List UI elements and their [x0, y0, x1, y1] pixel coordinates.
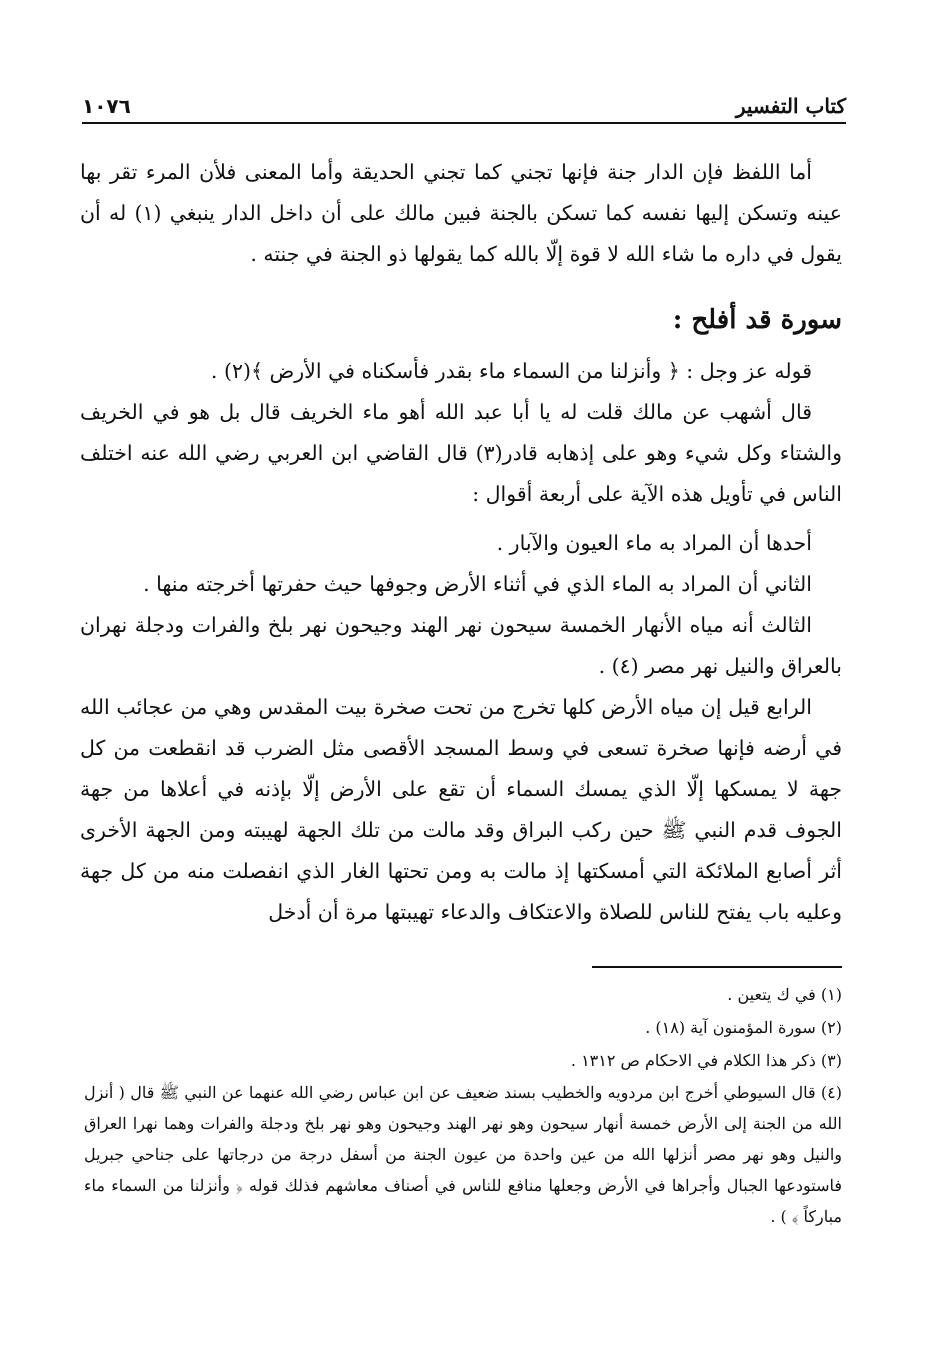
opinion-second: الثاني أن المراد به الماء الذي في أثناء الأرض وجوفها حيث حفرتها أخرجته منها .: [143, 572, 812, 596]
main-text: [80, 152, 842, 933]
page-number: ١٠٧٦: [82, 94, 131, 118]
paragraph-ashhab: قال أشهب عن مالك قلت له يا أبا عبد الله أهو ماء الخريف قال بل هو في الخريف والشتاء وكل شيء وهو على إذهابه قادر(٣) قال القاضي ابن العربي رضي الله عنه اختلف الناس في تأويل هذه الآية على أربعة أقوال :: [80, 400, 842, 506]
footnote-2: (٢) سورة المؤمنون آية (١٨) .: [645, 1018, 842, 1037]
paragraph-intro: أما اللفظ فإن الدار جنة فإنها تجني كما تجني الحديقة وأما المعنى فلأن المرء تقر بها عينه وتسكن إليها نفسه كما تسكن بالجنة فبين مالك على أن داخل الدار ينبغي (١) له أن يقول في داره ما شاء الله لا قوة إلّا بالله كما يقولها ذو الجنة في جنته .: [80, 160, 842, 266]
opinion-third: الثالث أنه مياه الأنهار الخمسة سيحون نهر الهند وجيحون نهر بلخ والفرات ودجلة نهران بالعراق والنيل نهر مصر (٤) .: [80, 613, 842, 678]
footnote-divider: [592, 966, 842, 968]
verse-line: قوله عز وجل : ﴿ وأنزلنا من السماء ماء بقدر فأسكناه في الأرض ﴾(٢) .: [210, 359, 812, 383]
footnote-1: (١) في ك يتعين .: [727, 985, 842, 1004]
footnote-3: (٣) ذكر هذا الكلام في الاحكام ص ١٣١٢ .: [570, 1051, 842, 1070]
footnotes: [84, 978, 842, 1232]
page-header: [82, 92, 846, 124]
surah-heading: سورة قد أفلح :: [672, 305, 842, 335]
opinion-fourth: الرابع قيل إن مياه الأرض كلها تخرج من تحت صخرة بيت المقدس وهي من عجائب الله في أرضه فإنها صخرة تسعى في وسط المسجد الأقصى مثل الضرب قد انقطعت من كل جهة لا يمسكها إلّا الذي يمسك السماء أن تقع على الأرض إلّا بإذنه في أعلاها من جهة الجوف قدم النبي ﷺ حين ركب البراق وقد مالت من تلك الجهة لهيبته ومن الجهة الأخرى أثر أصابع الملائكة التي أمسكتها إذ مالت به ومن تحتها الغار الذي انفصلت منه من كل جهة وعليه باب يفتح للناس للصلاة والاعتكاف والدعاء تهيبتها مرة أن أدخل: [80, 695, 842, 924]
opinion-first: أحدها أن المراد به ماء العيون والآبار .: [496, 531, 812, 555]
book-title: كتاب التفسير: [735, 94, 846, 118]
footnote-4: (٤) قال السيوطي أخرج ابن مردويه والخطيب بسند ضعيف عن ابن عباس رضي الله عنهما عن النبي ﷺ قال ( أنزل الله من الجنة إلى الأرض خمسة أنهار سيحون وهو نهر الهند وجيحون وهو نهر بلخ ودجلة والفرات وهما نهرا العراق والنيل وهو نهر مصر أنزلها الله من عين واحدة من عيون الجنة من أسفل درجة من درجاتها على جناحي جبريل فاستودعها الجبال وأجراها في الأرض وجعلها منافع للناس في أصناف معاشهم فذلك قوله ﴿ وأنزلنا من السماء ماء مباركاً ﴾ ) .: [84, 1083, 842, 1226]
